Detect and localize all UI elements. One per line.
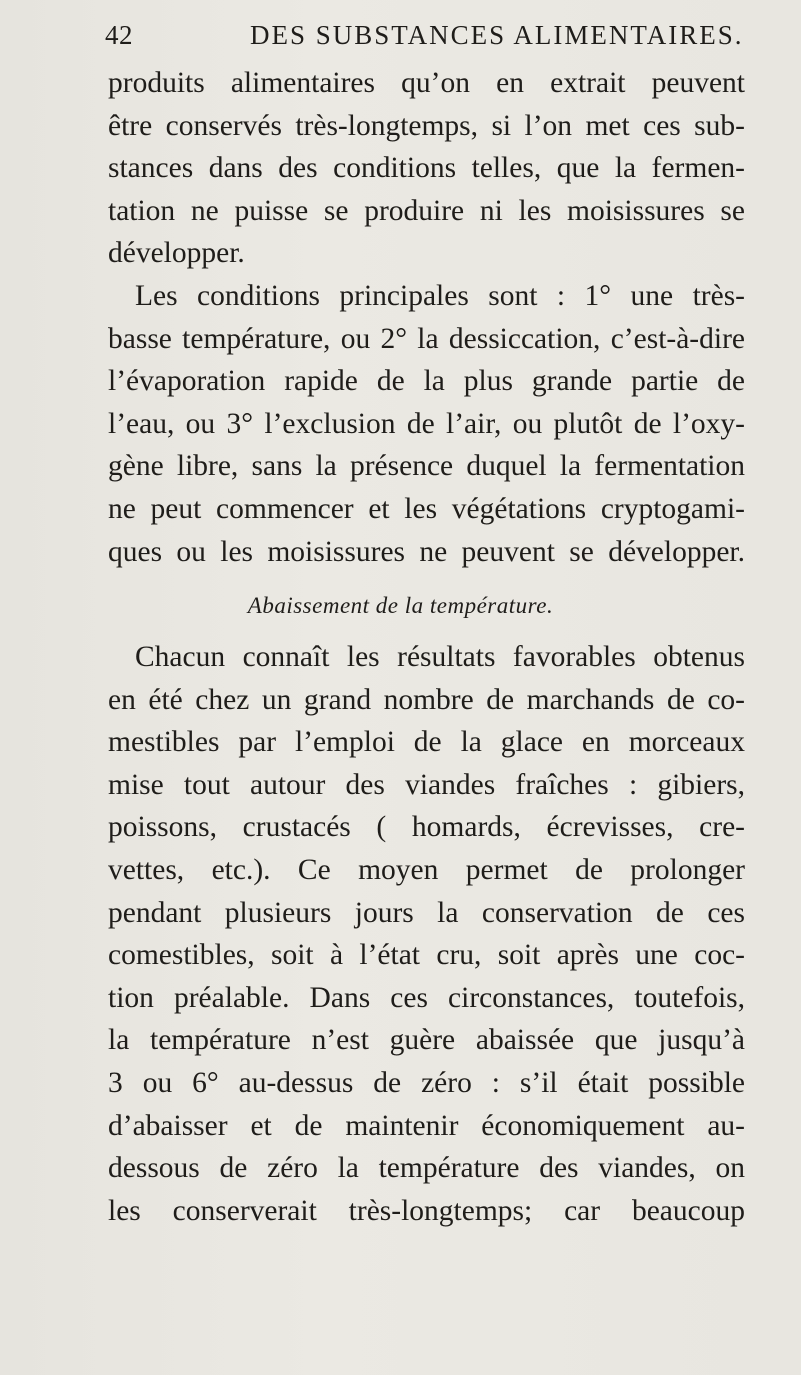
- text-line: d’abaisser et de maintenir économiquement au-: [108, 1109, 745, 1142]
- text-line: ne peut commencer et les végétations cryptogami-: [108, 492, 745, 525]
- text-line: Les conditions principales sont : 1° une très-: [135, 279, 745, 312]
- text-line: tion préalable. Dans ces circonstances, toutefois,: [108, 981, 745, 1014]
- text-line: l’évaporation rapide de la plus grande partie de: [108, 365, 745, 398]
- text-line: l’eau, ou 3° l’exclusion de l’air, ou plutôt de l’oxy-: [108, 407, 745, 440]
- body-text-bottom: [108, 636, 745, 1232]
- text-line: 3 ou 6° au-dessus de zéro : s’il était possible: [108, 1066, 745, 1099]
- section-heading: Abaissement de la température.: [247, 593, 554, 618]
- body-text-top: [108, 62, 745, 573]
- text-line: gène libre, sans la présence duquel la fermentation: [108, 450, 745, 483]
- running-head: DES SUBSTANCES ALIMENTAIRES.: [250, 20, 744, 50]
- text-line: dessous de zéro la température des viandes, on: [108, 1152, 745, 1185]
- text-line: stances dans des conditions telles, que la fermen-: [108, 152, 745, 185]
- text-line: pendant plusieurs jours la conservation de ces: [108, 896, 745, 929]
- text-line: poissons, crustacés ( homards, écrevisses, cre-: [108, 811, 745, 844]
- text-line: développer.: [108, 237, 245, 270]
- text-line: les conserverait très-longtemps; car beaucoup: [108, 1194, 745, 1227]
- text-line: tation ne puisse se produire ni les moisissures se: [108, 194, 745, 227]
- text-line: basse température, ou 2° la dessiccation, c’est-à-dire: [108, 322, 745, 355]
- text-line: produits alimentaires qu’on en extrait peuvent: [108, 67, 745, 99]
- text-line: en été chez un grand nombre de marchands de co-: [108, 683, 745, 716]
- text-line: mise tout autour des viandes fraîches : gibiers,: [108, 768, 745, 801]
- text-line: mestibles par l’emploi de la glace en morceaux: [108, 726, 745, 759]
- page-number: 42: [105, 20, 133, 50]
- text-line: la température n’est guère abaissée que jusqu’à: [108, 1024, 745, 1057]
- text-line: être conservés très-longtemps, si l’on met ces sub-: [108, 109, 745, 142]
- text-line: ques ou les moisissures ne peuvent se développer.: [108, 535, 745, 568]
- text-line: comestibles, soit à l’état cru, soit après une coc-: [108, 939, 745, 972]
- page-header: [105, 20, 745, 54]
- text-line: vettes, etc.). Ce moyen permet de prolonger: [108, 853, 745, 886]
- text-line: Chacun connaît les résultats favorables obtenus: [135, 641, 745, 673]
